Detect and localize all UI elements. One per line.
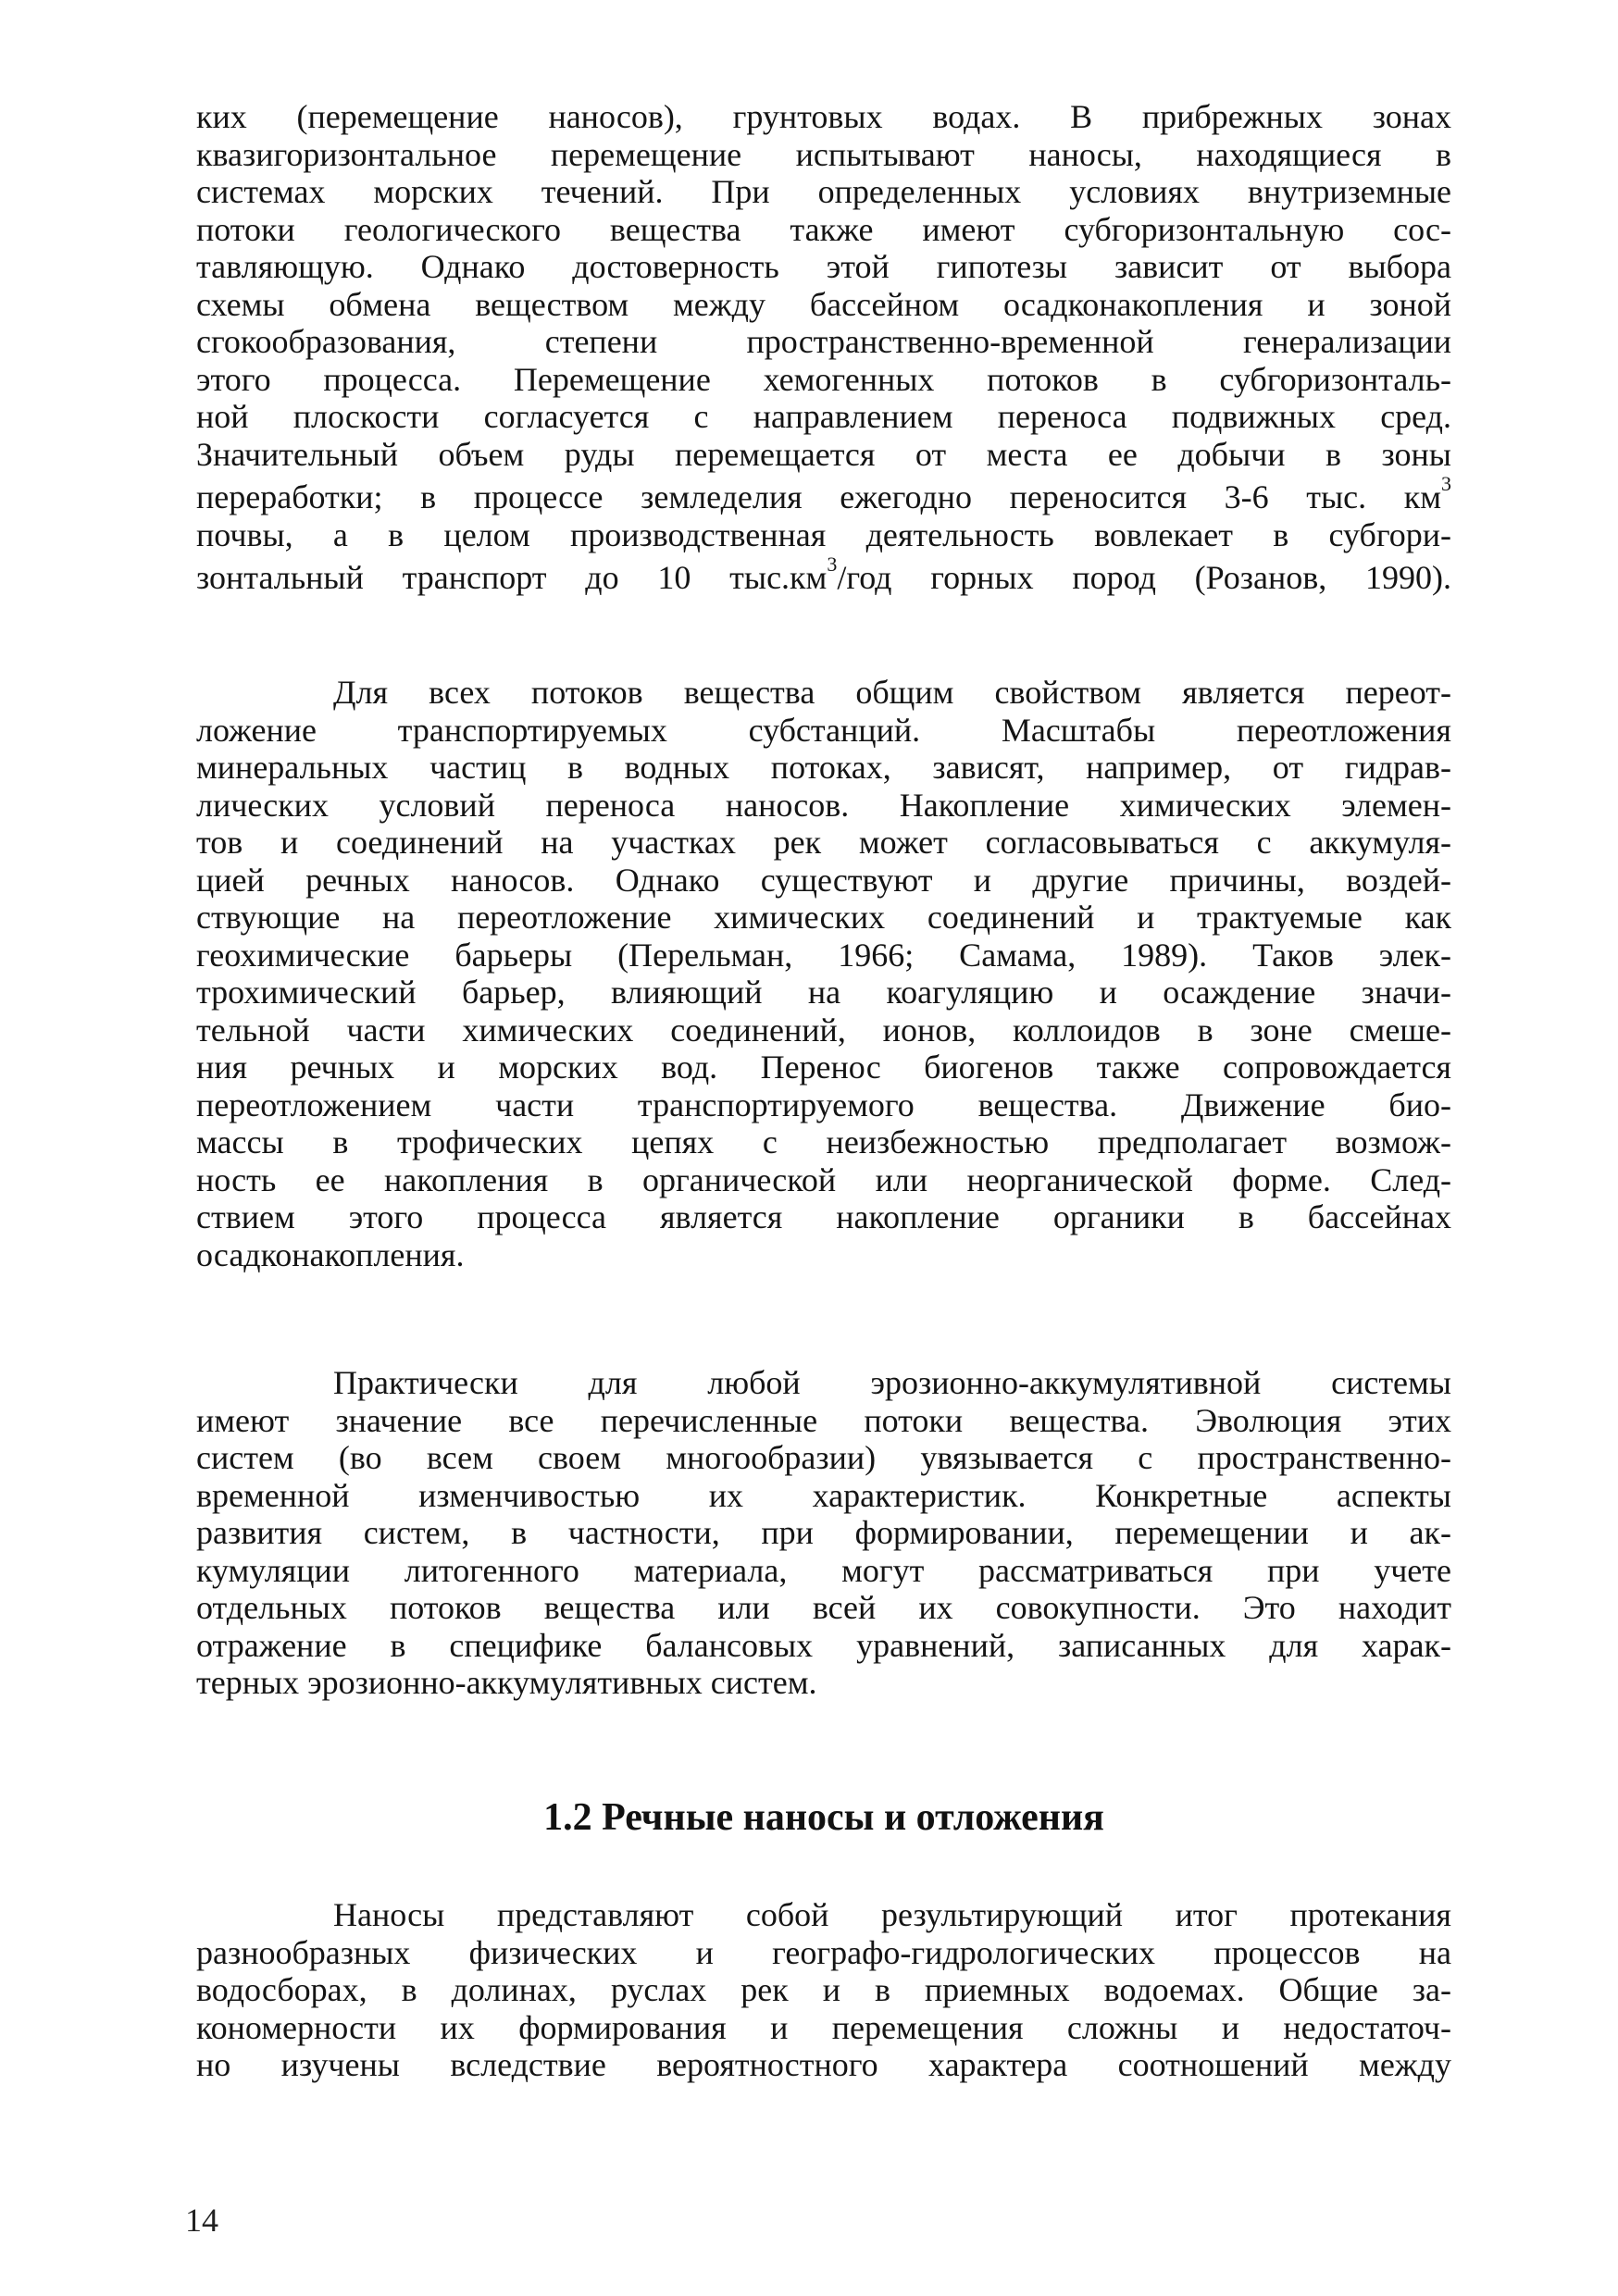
text-line: схемы обмена веществом между бассейном осадконакопления и зоной — [196, 285, 1451, 323]
text-line: квазигоризонтальное перемещение испытывают наносы, находящиеся в — [196, 135, 1451, 173]
text-line: Значительный объем руды перемещается от места ее добычи в зоны — [196, 435, 1451, 473]
text-line: разнообразных физических и географо-гидрологических процессов на — [196, 1933, 1451, 1971]
text-segment: зонтальный транспорт до 10 тыс.км — [196, 559, 828, 596]
text-line: ких (перемещение наносов), грунтовых водах. В прибрежных зонах — [196, 98, 1451, 135]
text-line: развития систем, в частности, при формировании, перемещении и ак- — [196, 1514, 1451, 1551]
text-line: этого процесса. Перемещение хемогенных потоков в субгоризонталь- — [196, 360, 1451, 398]
text-line: тов и соединений на участках рек может согласовываться с аккумуля- — [196, 824, 1451, 861]
text-line: Наносы представляют собой результирующий итог протекания — [333, 1896, 1451, 1933]
text-line: ствием этого процесса является накопление органики в бассейнах — [196, 1198, 1451, 1235]
text-line: ложение транспортируемых субстанций. Масштабы переотложения — [196, 711, 1451, 749]
text-line: ность ее накопления в органической или неорганической форме. След- — [196, 1160, 1451, 1198]
text-line: геохимические барьеры (Перельман, 1966; Самама, 1989). Таков элек- — [196, 936, 1451, 974]
text-line: Для всех потоков вещества общим свойством является переот- — [333, 674, 1451, 711]
text-line: трохимический барьер, влияющий на коагуляцию и осаждение значи- — [196, 974, 1451, 1011]
text-line: массы в трофических цепях с неизбежностью предполагает возмож- — [196, 1123, 1451, 1160]
text-line: но изучены вследствие вероятностного характера соотношений между — [196, 2046, 1451, 2083]
text-line: кономерности их формирования и перемещения сложны и недостаточ- — [196, 2008, 1451, 2046]
paragraph-1 — [196, 98, 1451, 597]
text-line: лических условий переноса наносов. Накопление химических элемен- — [196, 786, 1451, 824]
text-segment: переработки; в процессе земледелия ежегодно переносится 3-6 тыс. км — [196, 478, 1441, 515]
text-line — [196, 473, 1451, 516]
paragraph-4 — [196, 1896, 1451, 2084]
text-line: системах морских течений. При определенных условиях внутриземные — [196, 173, 1451, 210]
text-line: ния речных и морских вод. Перенос биогенов также сопровождается — [196, 1049, 1451, 1086]
text-line: отдельных потоков вещества или всей их совокупности. Это находит — [196, 1589, 1451, 1626]
text-line — [196, 553, 1451, 597]
text-line: осадконакопления. — [196, 1235, 465, 1273]
text-line: тавляющую. Однако достоверность этой гипотезы зависит от выбора — [196, 248, 1451, 285]
text-line: временной изменчивостью их характеристик. Конкретные аспекты — [196, 1476, 1451, 1514]
section-heading: 1.2 Речные наносы и отложения — [543, 1796, 1104, 1839]
text-line: минеральных частиц в водных потоках, зависят, например, от гидрав- — [196, 749, 1451, 786]
text-line: ной плоскости согласуется с направлением переноса подвижных сред. — [196, 398, 1451, 435]
paragraph-2 — [196, 674, 1451, 1273]
text-line: Практически для любой эрозионно-аккумулятивной системы — [333, 1364, 1451, 1401]
page-number: 14 — [185, 2202, 218, 2239]
text-line: терных эрозионно-аккумулятивных систем. — [196, 1664, 817, 1701]
text-line: тельной части химических соединений, ионов, коллоидов в зоне смеше- — [196, 1011, 1451, 1049]
text-line: отражение в специфике балансовых уравнений, записанных для харак- — [196, 1626, 1451, 1664]
text-line: цией речных наносов. Однако существуют и другие причины, воздей- — [196, 861, 1451, 899]
text-line: водосборах, в долинах, руслах рек и в приемных водоемах. Общие за- — [196, 1971, 1451, 2008]
text-line: ствующие на переотложение химических соединений и трактуемые как — [196, 899, 1451, 936]
text-line: кумуляции литогенного материала, могут рассматриваться при учете — [196, 1551, 1451, 1589]
text-line: переотложением части транспортируемого вещества. Движение био- — [196, 1086, 1451, 1123]
paragraph-3 — [196, 1364, 1451, 1702]
text-segment: /год горных пород (Розанов, 1990). — [837, 559, 1451, 596]
text-line: систем (во всем своем многообразии) увязывается с пространственно- — [196, 1439, 1451, 1476]
text-line: потоки геологического вещества также имеют субгоризонтальную сос- — [196, 210, 1451, 248]
superscript: 3 — [827, 553, 838, 576]
text-line: сгокообразования, степени пространственно-временной генерализации — [196, 323, 1451, 360]
text-line: почвы, а в целом производственная деятельность вовлекает в субгори- — [196, 515, 1451, 553]
text-line: имеют значение все перечисленные потоки вещества. Эволюция этих — [196, 1401, 1451, 1439]
superscript: 3 — [1441, 473, 1451, 495]
